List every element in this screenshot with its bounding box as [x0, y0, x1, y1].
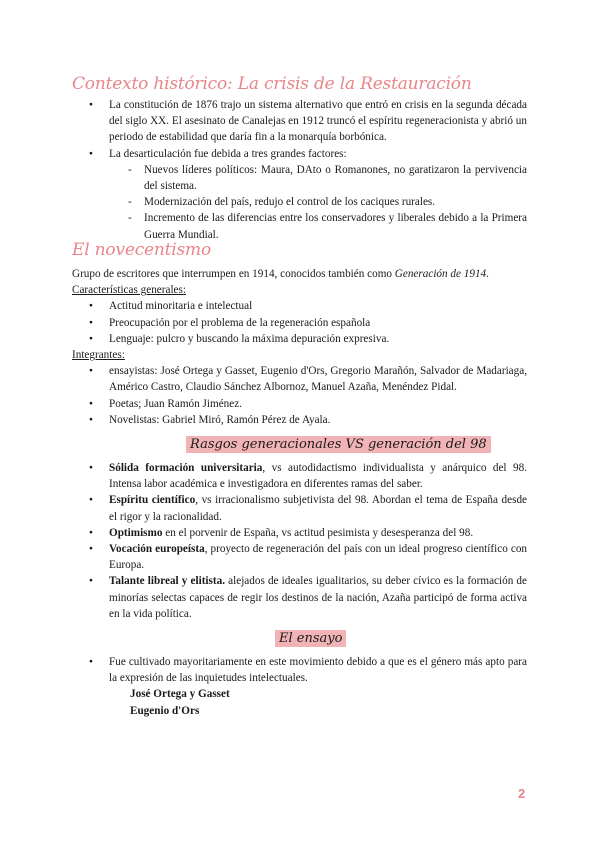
section-novecentismo [72, 266, 527, 428]
factor-item: - Nuevos líderes políticos: Maura, DAto o Romanones, no garatizaron la pervivencia del sistema. [72, 162, 527, 194]
list-item: ● ensayistas: José Ortega y Gasset, Eugenio d'Ors, Gregorio Marañón, Salvador de Madariaga, Américo Castro, Claudio Sánchez Albornoz, Manuel Azaña, Menéndez Pidal. [72, 363, 527, 395]
section-title-context: Contexto histórico: La crisis de la Restauración [72, 74, 472, 94]
list-item-text: La desarticulación fue debida a tres grandes factores: [109, 147, 347, 160]
rasgo-title: Sólida formación universitaria [109, 462, 263, 474]
list-item: ● Preocupación por el problema de la regeneración española [72, 315, 527, 331]
section-title-rasgos: Rasgos generacionales VS generación del 98 [186, 436, 491, 453]
author-dors: Eugenio d'Ors [130, 704, 200, 717]
page-number: 2 [518, 786, 526, 801]
section-title-ensayo: El ensayo [275, 630, 346, 647]
factor-item: - Modernización del país, redujo el control de los caciques rurales. [72, 194, 527, 210]
rasgo-text: , vs irracionalismo subjetivista del 98. Abordan el tema de España desde el rigor y la racionalidad. [109, 494, 528, 523]
context-list [72, 97, 527, 243]
factor-item: - Incremento de las diferencias entre los conservadores y liberales debido a la Primera Guerra Mundial. [72, 210, 527, 242]
list-item [72, 525, 527, 541]
rasgo-title: Talante libreal y elitista. [109, 575, 226, 588]
list-item [72, 541, 527, 573]
members-label: Integrantes: [72, 349, 125, 362]
members-list [72, 363, 527, 428]
list-item [72, 146, 527, 243]
rasgo-text: alejados de ideales igualitarios, su deber cívico es la formación de minorías selectas capaces de regir los destinos de la nación, Azaña participó de forma activa en la vida política. [109, 575, 527, 620]
author-ortega: José Ortega y Gasset [130, 688, 230, 701]
features-label: Características generales: [72, 284, 186, 297]
intro-end: . [486, 268, 489, 280]
section-context [72, 97, 527, 243]
intro-paragraph [72, 266, 527, 282]
rasgo-text: , proyecto de regeneración del país con un ideal progreso científico con Europa. [109, 543, 528, 572]
list-item [72, 492, 527, 524]
list-item [72, 460, 527, 492]
section-title-novecentismo: El novecentismo [72, 240, 211, 260]
list-item: ● Novelistas: Gabriel Miró, Ramón Pérez de Ayala. [72, 412, 527, 428]
list-item: ● Fue cultivado mayoritariamente en este movimiento debido a que es el género más apto para la expresión de las inquietudes intelectuales. [72, 654, 527, 686]
rasgo-text: en el porvenir de España, vs actitud pesimista y desesperanza del 98. [162, 526, 474, 539]
rasgo-title: Vocación europeísta [109, 543, 205, 556]
intro-emphasis: Generación de 1914 [394, 268, 487, 280]
list-item: ● Actitud minoritaria e intelectual [72, 298, 527, 314]
section-ensayo [72, 654, 527, 719]
list-item [72, 573, 527, 622]
section-rasgos [72, 460, 527, 622]
list-item: ● La constitución de 1876 trajo un sistema alternativo que entró en crisis en la segunda década del siglo XX. El asesinato de Canalejas en 1912 truncó el espíritu regeneracionista y abrió un periodo de estabilidad que daría fin a la monarquía borbónica. [72, 97, 527, 146]
factors-list [72, 162, 527, 243]
intro-text: Grupo de escritores que interrumpen en 1914, conocidos también como [72, 268, 395, 280]
rasgo-title: Optimismo [109, 526, 163, 539]
list-item: ● Poetas; Juan Ramón Jiménez. [72, 396, 527, 412]
list-item: ● Lenguaje: pulcro y buscando la máxima depuración expresiva. [72, 331, 527, 347]
rasgos-list [72, 460, 527, 622]
features-list [72, 298, 527, 347]
rasgo-text: , vs autodidactismo individualista y anárquico del 98. Intensa labor académica e investigadora en diferentes ramas del saber. [109, 462, 527, 491]
rasgo-title: Espíritu científico [109, 494, 196, 507]
ensayo-list [72, 654, 527, 686]
